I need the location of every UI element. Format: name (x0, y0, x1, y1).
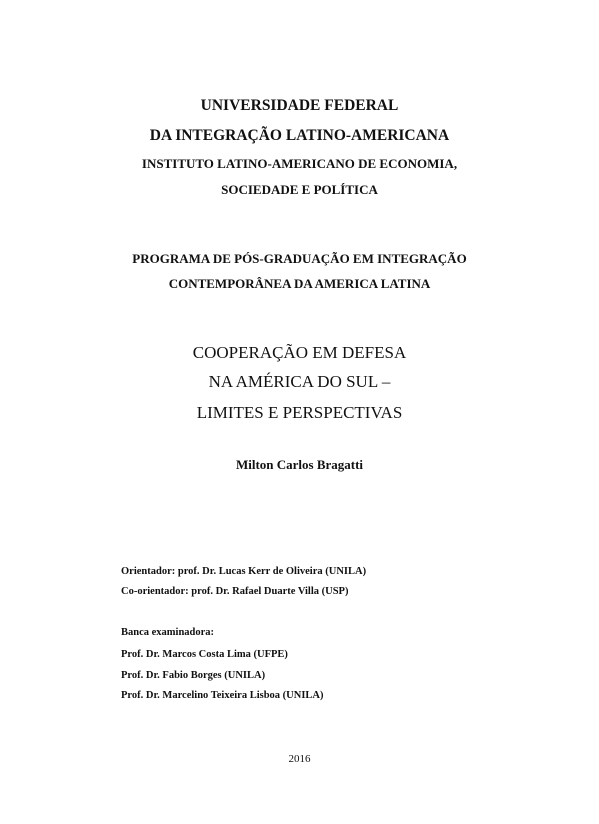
program-name-line-1: PROGRAMA DE PÓS-GRADUAÇÃO EM INTEGRAÇÃO (132, 251, 467, 266)
institute-name-line-1: INSTITUTO LATINO-AMERICANO DE ECONOMIA, (141, 156, 458, 171)
co-advisor-line: Co-orientador: prof. Dr. Rafael Duarte Villa (USP) (121, 586, 349, 597)
publication-year: 2016 (288, 753, 311, 765)
thesis-title-line-1: COOPERAÇÃO EM DEFESA (192, 343, 407, 362)
committee-member: Prof. Dr. Marcelino Teixeira Lisboa (UNILA) (121, 690, 324, 701)
institution-name-line-2: DA INTEGRAÇÃO LATINO-AMERICANA (149, 127, 450, 144)
advisor-line: Orientador: prof. Dr. Lucas Kerr de Oliveira (UNILA) (121, 566, 367, 577)
author-name: Milton Carlos Bragatti (235, 457, 364, 472)
program-name-line-2: CONTEMPORÂNEA DA AMERICA LATINA (168, 276, 431, 291)
thesis-title-line-2: NA AMÉRICA DO SUL – (208, 372, 391, 391)
thesis-title-line-3: LIMITES E PERSPECTIVAS (196, 403, 403, 422)
committee-member: Prof. Dr. Marcos Costa Lima (UFPE) (121, 649, 288, 660)
institution-name-line-1: UNIVERSIDADE FEDERAL (200, 97, 399, 114)
institute-name-line-2: SOCIEDADE E POLÍTICA (221, 182, 378, 197)
committee-member: Prof. Dr. Fabio Borges (UNILA) (121, 670, 266, 681)
committee-heading: Banca examinadora: (121, 627, 215, 638)
